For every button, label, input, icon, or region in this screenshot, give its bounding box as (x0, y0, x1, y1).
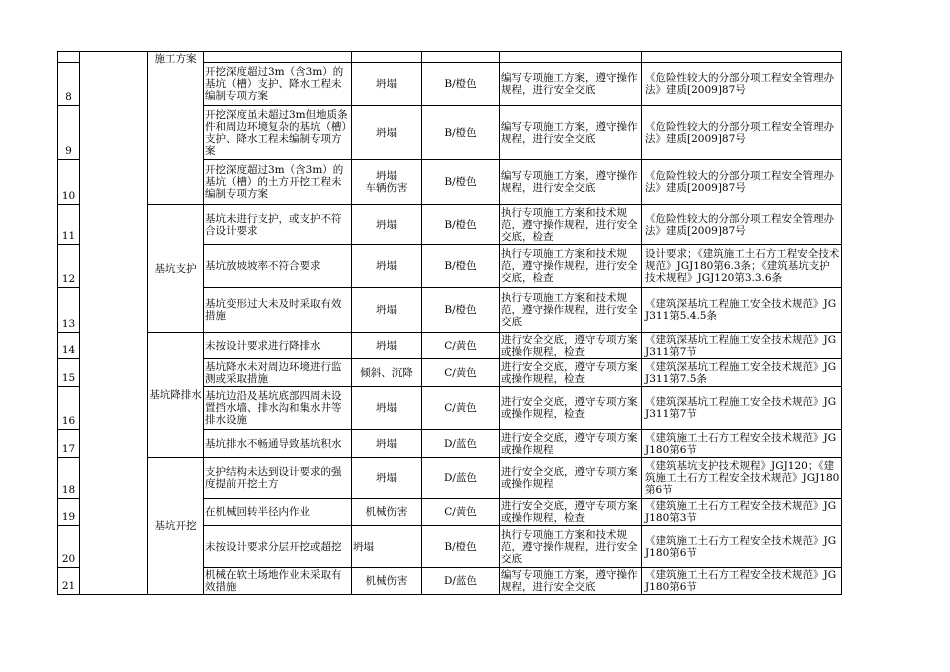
accident-type: 坍塌 (352, 430, 422, 458)
hazard-table (57, 51, 842, 595)
accident-type: 坍塌 (352, 387, 422, 430)
risk-level: D/蓝色 (422, 430, 500, 458)
control-measure: 执行专项施工方案和技术规范，遵守操作规程，进行安全交底 (500, 526, 642, 568)
risk-level: B/橙色 (422, 63, 500, 106)
hazard-description: 基坑未进行支护，或支护不符合设计要求 (204, 205, 352, 245)
regulation-basis: 《建筑深基坑工程施工安全技术规范》JGJ311第7节 (642, 333, 842, 359)
hazard-description: 开挖深度超过3m（含3m）的基坑（槽）支护、降水工程未编制专项方案 (204, 63, 352, 106)
hazard-description: 开挖深度虽未超过3m但地质条件和周边环境复杂的基坑（槽）支护、降水工程未编制专项方案 (204, 106, 352, 160)
hazard-description: 机械在软土场地作业未采取有效措施 (204, 568, 352, 595)
row-number-cell: 9 (58, 106, 80, 160)
accident-type: 坍塌 (352, 106, 422, 160)
control-measure: 编写专项施工方案，遵守操作规程，进行安全交底 (500, 106, 642, 160)
accident-type: 坍塌 (352, 288, 422, 333)
accident-type: 坍塌 (352, 63, 422, 106)
row-number-cell: 19 (58, 499, 80, 526)
control-measure: 进行安全交底，遵守专项方案或操作规程，检查 (500, 333, 642, 359)
control-measure: 执行专项施工方案和技术规范，遵守操作规程，进行安全交底 (500, 288, 642, 333)
regulation-basis: 《危险性较大的分部分项工程安全管理办法》建质[2009]87号 (642, 205, 842, 245)
table-row (58, 458, 842, 499)
control-measure: 进行安全交底，遵守专项方案或操作规程，检查 (500, 499, 642, 526)
risk-level: B/橙色 (422, 106, 500, 160)
accident-type: 坍塌 (352, 205, 422, 245)
regulation-basis: 设计要求；《建筑施工土石方工程安全技术规范》JGJ180第6.3条；《建筑基坑支护技术规程》JGJ120第3.3.6条 (642, 245, 842, 288)
regulation-basis: 《危险性较大的分部分项工程安全管理办法》建质[2009]87号 (642, 63, 842, 106)
control-measure: 执行专项施工方案和技术规范，遵守操作规程，进行安全交底，检查 (500, 245, 642, 288)
category-pit-dewatering: 基坑降排水 (148, 333, 204, 458)
risk-level: C/黄色 (422, 359, 500, 387)
accident-type: 坍塌 (352, 333, 422, 359)
row-number-cell: 10 (58, 160, 80, 205)
hazard-description: 未按设计要求进行降排水 (204, 333, 352, 359)
hazard-description: 未按设计要求分层开挖或超挖 (204, 526, 352, 568)
risk-level: C/黄色 (422, 499, 500, 526)
regulation-basis: 《建筑施工土石方工程安全技术规范》JGJ180第6节 (642, 568, 842, 595)
regulation-basis: 《建筑施工土石方工程安全技术规范》JGJ180第6节 (642, 430, 842, 458)
control-measure: 编写专项施工方案，遵守操作规程，进行安全交底 (500, 160, 642, 205)
row-number-cell: 20 (58, 526, 80, 568)
accident-type: 坍塌 (352, 245, 422, 288)
regulation-basis: 《建筑深基坑工程施工安全技术规范》JGJ311第5.4.5条 (642, 288, 842, 333)
row-number-cell: 11 (58, 205, 80, 245)
hazard-description: 基坑排水不畅通导致基坑积水 (204, 430, 352, 458)
control-measure: 进行安全交底，遵守专项方案或操作规程，检查 (500, 359, 642, 387)
control-measure: 执行专项施工方案和技术规范，遵守操作规程，进行安全交底，检查 (500, 205, 642, 245)
project-column (80, 52, 148, 595)
regulation-basis: 《危险性较大的分部分项工程安全管理办法》建质[2009]87号 (642, 106, 842, 160)
row-number-cell: 21 (58, 568, 80, 595)
row-number-cell: 15 (58, 359, 80, 387)
risk-level: D/蓝色 (422, 568, 500, 595)
table-row (58, 205, 842, 245)
hazard-description: 开挖深度超过3m（含3m）的基坑（槽）的土方开挖工程未编制专项方案 (204, 160, 352, 205)
regulation-basis: 《建筑基坑支护技术规程》JGJ120；《建筑施工土石方工程安全技术规范》JGJ180第6节 (642, 458, 842, 499)
row-number-cell: 8 (58, 63, 80, 106)
hazard-description: 基坑边沿及基坑底部四周未设置挡水墙、排水沟和集水井等排水设施 (204, 387, 352, 430)
hazard-description: 基坑变形过大未及时采取有效措施 (204, 288, 352, 333)
regulation-basis: 《建筑施工土石方工程安全技术规范》JGJ180第3节 (642, 499, 842, 526)
hazard-description: 基坑放坡坡率不符合要求 (204, 245, 352, 288)
regulation-basis: 《建筑深基坑工程施工安全技术规范》JGJ311第7节 (642, 387, 842, 430)
control-measure: 进行安全交底，遵守专项方案或操作规程 (500, 430, 642, 458)
risk-level: D/蓝色 (422, 458, 500, 499)
regulation-basis: 《危险性较大的分部分项工程安全管理办法》建质[2009]87号 (642, 160, 842, 205)
risk-level: B/橙色 (422, 205, 500, 245)
row-number-cell: 16 (58, 387, 80, 430)
row-number-cell: 13 (58, 288, 80, 333)
control-measure: 编写专项施工方案，遵守操作规程，进行安全交底 (500, 63, 642, 106)
accident-type: 坍塌 (352, 458, 422, 499)
control-measure: 进行安全交底，遵守专项方案或操作规程 (500, 458, 642, 499)
risk-level: C/黄色 (422, 387, 500, 430)
category-pit-excavation: 基坑开挖 (148, 458, 204, 595)
table-row (58, 333, 842, 359)
row-number-cell: 18 (58, 458, 80, 499)
regulation-basis: 《建筑施工土石方工程安全技术规范》JGJ180第6节 (642, 526, 842, 568)
row-number-cell: 14 (58, 333, 80, 359)
accident-type: 机械伤害 (352, 499, 422, 526)
row-number-cell: 12 (58, 245, 80, 288)
category-pit-support: 基坑支护 (148, 205, 204, 333)
row-number-cell (58, 52, 80, 63)
accident-type: 机械伤害 (352, 568, 422, 595)
risk-level: B/橙色 (422, 288, 500, 333)
hazard-description: 支护结构未达到设计要求的强度提前开挖土方 (204, 458, 352, 499)
risk-level: B/橙色 (422, 526, 500, 568)
hazard-description: 基坑降水未对周边环境进行监测或采取措施 (204, 359, 352, 387)
hazard-description: 在机械回转半径内作业 (204, 499, 352, 526)
regulation-basis: 《建筑深基坑工程施工安全技术规范》JGJ311第7.5条 (642, 359, 842, 387)
control-measure: 进行安全交底，遵守专项方案或操作规程，检查 (500, 387, 642, 430)
category-construction-plan: 施工方案 (148, 52, 204, 205)
control-measure: 编写专项施工方案，遵守操作规程，进行安全交底 (500, 568, 642, 595)
accident-type: 倾斜、沉降 (352, 359, 422, 387)
risk-level: C/黄色 (422, 333, 500, 359)
table-row (58, 52, 842, 63)
risk-level: B/橙色 (422, 160, 500, 205)
risk-level: B/橙色 (422, 245, 500, 288)
row-number-cell: 17 (58, 430, 80, 458)
accident-type: 坍塌 车辆伤害 (352, 160, 422, 205)
accident-type: 坍塌 (352, 526, 422, 568)
